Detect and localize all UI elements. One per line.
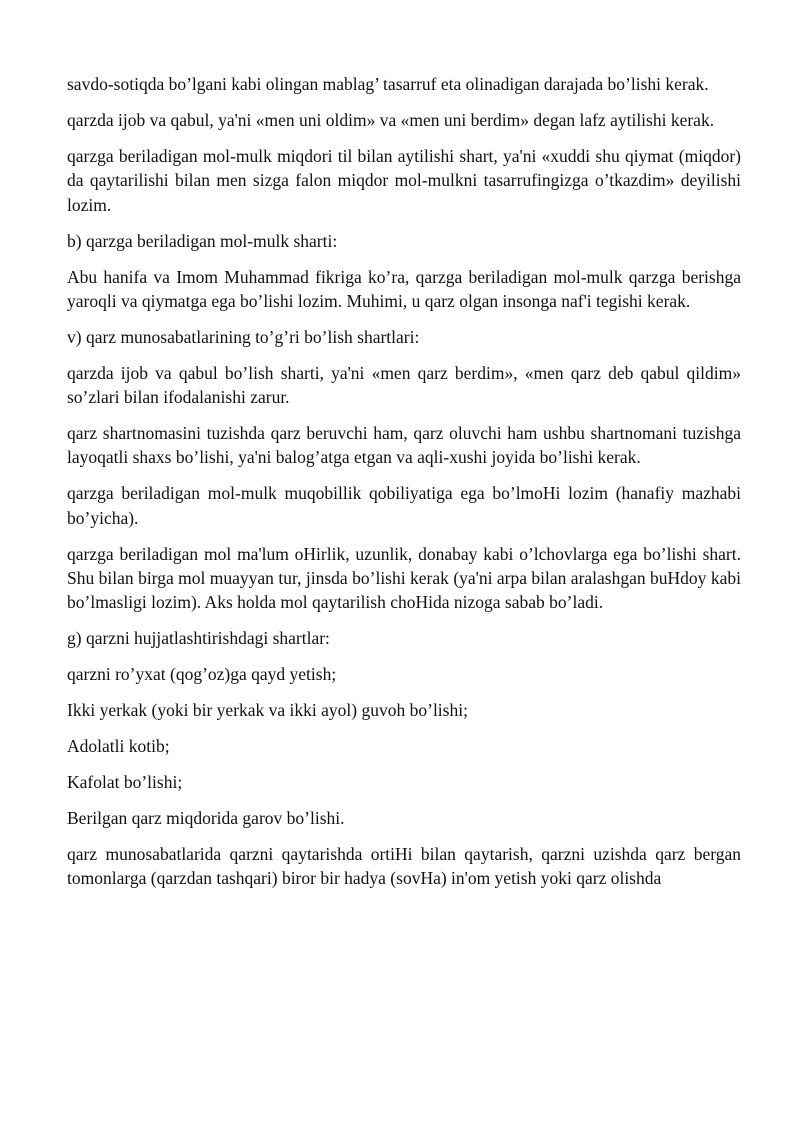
list-item: Berilgan qarz miqdorida garov bo’lishi. bbox=[67, 808, 345, 829]
document-page bbox=[67, 72, 741, 902]
paragraph: qarz shartnomasini tuzishda qarz beruvchi ham, qarz oluvchi ham ushbu shartnomani tuzishga layoqatli shaxs bo’lishi, ya'ni balog’atga etgan va aqli-xushi joyida bo’lishi kerak. bbox=[67, 423, 741, 468]
paragraph: qarzda ijob va qabul bo’lish sharti, ya'ni «men qarz berdim», «men qarz deb qabul qildim» so’zlari bilan ifodalanishi zarur. bbox=[67, 362, 741, 408]
paragraph: Abu hanifa va Imom Muhammad fikriga ko’ra, qarzga beriladigan mol-mulk qarzga berishga yaroqli va qiymatga ega bo’lishi lozim. Muhimi, u qarz olgan insonga naf'i tegishi kerak. bbox=[67, 266, 741, 311]
section-heading: g) qarzni hujjatlashtirishdagi shartlar: bbox=[67, 628, 330, 649]
paragraph: qarzga beriladigan mol-mulk muqobillik qobiliyatiga ega bo’lmoHi lozim (hanafiy mazhabi bo’yicha). bbox=[67, 483, 741, 528]
section-heading: v) qarz munosabatlarining to’g’ri bo’lish shartlari: bbox=[67, 326, 420, 347]
list-item: Ikki yerkak (yoki bir yerkak va ikki ayol) guvoh bo’lishi; bbox=[67, 700, 468, 721]
list-item: Adolatli kotib; bbox=[67, 736, 170, 757]
paragraph: savdo-sotiqda bo’lgani kabi olingan mablag’ tasarruf eta olinadigan darajada bo’lishi kerak. bbox=[67, 74, 709, 94]
paragraph: qarzga beriladigan mol ma'lum oHirlik, uzunlik, donabay kabi o’lchovlarga ega bo’lishi shart. Shu bilan birga mol muayyan tur, jinsda bo’lishi kerak (ya'ni arpa bilan aralashgan buHdoy kabi bo’lmasligi lozim). Aks holda mol qaytarilish choHida nizoga sabab bo’ladi. bbox=[67, 543, 741, 613]
section-heading: b) qarzga beriladigan mol-mulk sharti: bbox=[67, 230, 338, 251]
paragraph: qarzda ijob va qabul, ya'ni «men uni oldim» va «men uni berdim» degan lafz aytilishi kerak. bbox=[67, 109, 715, 130]
list-item: Kafolat bo’lishi; bbox=[67, 772, 183, 793]
paragraph: qarz munosabatlarida qarzni qaytarishda ortiHi bilan qaytarish, qarzni uzishda qarz bergan tomonlarga (qarzdan tashqari) biror bir hadya (sovHa) in'om yetish yoki qarz olishda bbox=[67, 844, 741, 889]
list-item: qarzni ro’yxat (qog’oz)ga qayd yetish; bbox=[67, 664, 337, 685]
paragraph: qarzga beriladigan mol-mulk miqdori til bilan aytilishi shart, ya'ni «xuddi shu qiymat (miqdor) da qaytarilishi bilan men sizga falon miqdor mol-mulkni tasarrufingizga o’tkazdim» deyilishi lozim. bbox=[67, 145, 741, 215]
